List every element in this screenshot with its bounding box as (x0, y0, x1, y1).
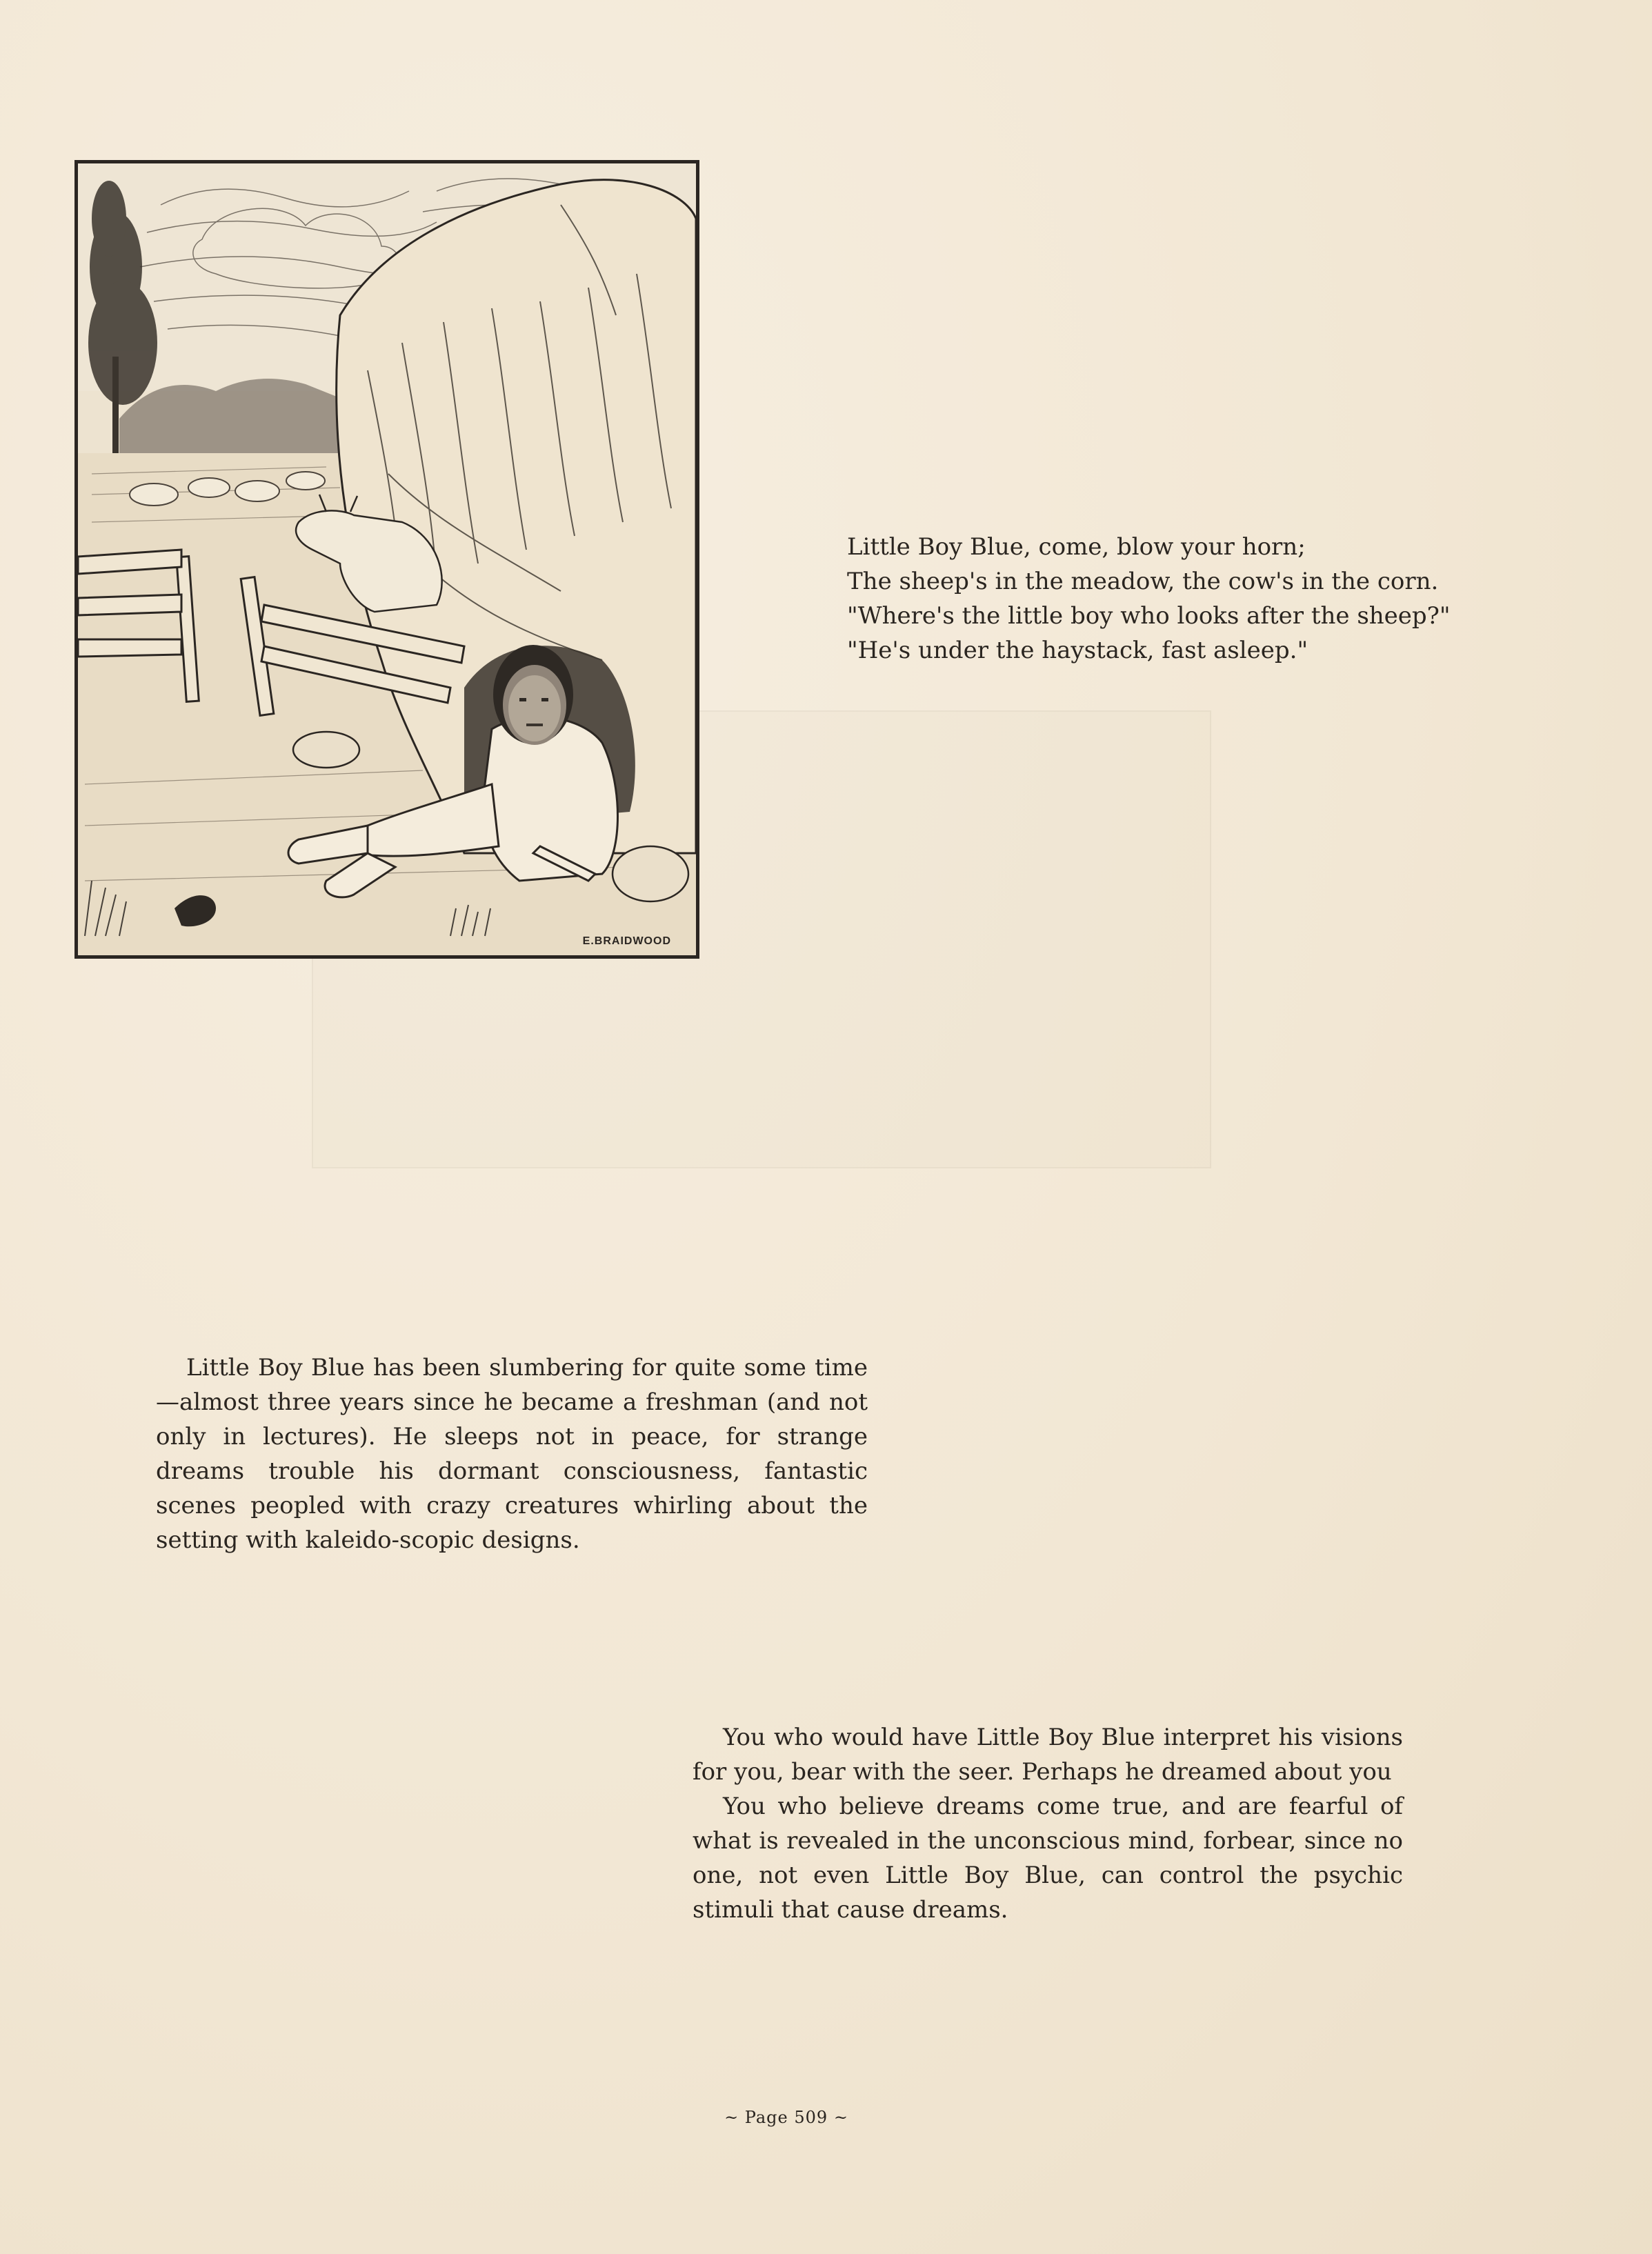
closing-paragraphs (693, 1720, 1403, 1927)
intro-paragraph (156, 1350, 868, 1557)
nursery-rhyme-verse (847, 530, 1468, 668)
artist-signature: E.BRAIDWOOD (582, 935, 671, 947)
little-boy-blue-illustration (74, 160, 699, 959)
paragraph-text: You who would have Little Boy Blue interpret his visions for you, bear with the seer. Perhaps he dreamed about you (693, 1724, 1403, 1786)
paragraph-text: Little Boy Blue has been slumbering for quite some time—almost three years since he became a freshman (and not only in lectures). He sleeps not in peace, for strange dreams trouble his dormant consciousness, fantastic scenes peopled with crazy creatures whirling about the setting with kaleido-scopic designs. (156, 1354, 868, 1554)
verse-line: Little Boy Blue, come, blow your horn; (847, 533, 1306, 561)
haystack-drawing (78, 163, 696, 955)
verse-line: The sheep's in the meadow, the cow's in the corn. (847, 568, 1439, 595)
verse-line: "He's under the haystack, fast asleep." (847, 637, 1308, 664)
page-number: ~ Page 509 ~ (724, 2108, 848, 2127)
paragraph-text: You who believe dreams come true, and are fearful of what is revealed in the unconscious mind, forbear, since no one, not even Little Boy Blue, can control the psychic stimuli that cause dreams. (693, 1793, 1403, 1924)
verse-line: "Where's the little boy who looks after the sheep?" (847, 602, 1451, 630)
